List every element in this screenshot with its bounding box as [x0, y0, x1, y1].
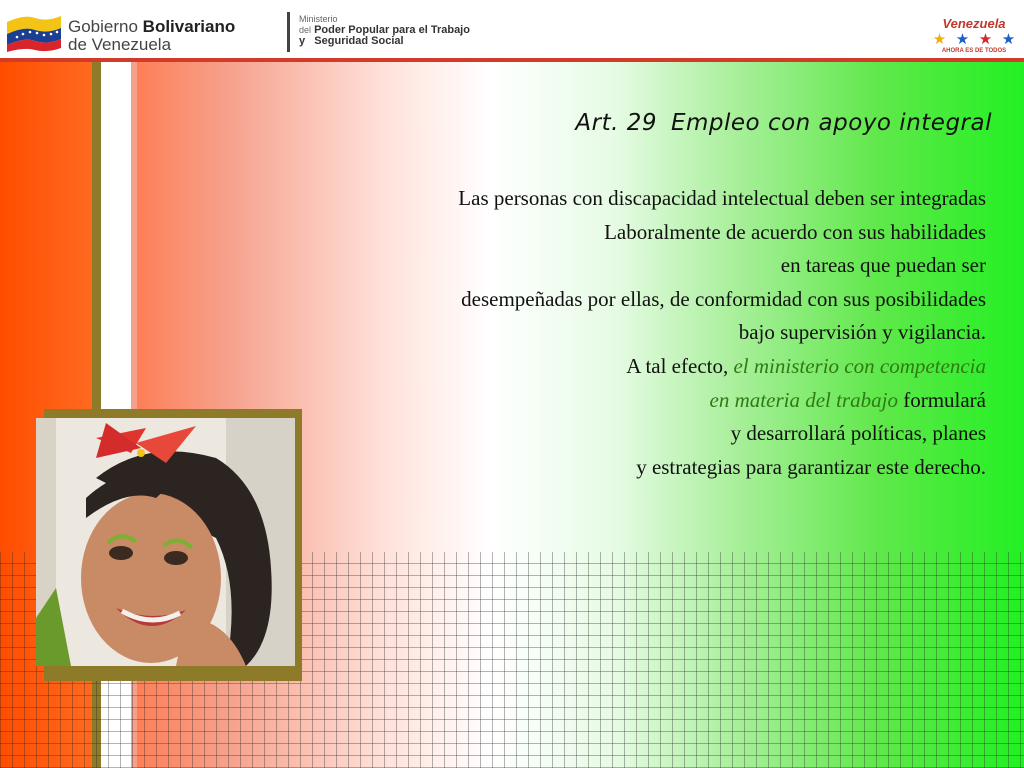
- article-number: Art. 29: [575, 110, 657, 136]
- body-line-7: [200, 384, 986, 418]
- right-logo-subtitle: AHORA ES DE TODOS: [941, 48, 1007, 54]
- body-line-1: Las personas con discapacidad intelectual deben ser integradas: [458, 186, 986, 210]
- body-line-3: en tareas que puedan ser: [780, 253, 986, 278]
- header-bar: [0, 0, 1024, 58]
- right-logo-title: Venezuela: [942, 16, 1006, 31]
- gov-line2: de Venezuela: [68, 35, 172, 54]
- body-line-7b: formulará: [897, 387, 986, 412]
- article-heading: Empleo con apoyo integral: [670, 110, 992, 136]
- body-line-8: y desarrollará políticas, planes: [730, 421, 986, 446]
- body-line-9: y estrategias para garantizar este derecho.: [636, 454, 986, 479]
- ministry-line2: Seguridad Social: [314, 35, 404, 47]
- article-body: [200, 182, 986, 484]
- ministry-line2-prefix: y: [299, 35, 306, 47]
- government-logo-text: [68, 18, 235, 54]
- body-line-4: desempeñadas por ellas, de conformidad con sus posibilidades: [461, 286, 986, 311]
- people-stars-icon: ★ ★ ★ ★: [932, 30, 1016, 48]
- header-divider: [287, 12, 290, 52]
- body-line-5: bajo supervisión y vigilancia.: [738, 320, 986, 345]
- body-line-7-highlight: en materia del trabajo: [709, 387, 898, 412]
- ministry-prefix1: Ministerio: [299, 14, 338, 24]
- ministry-prefix2: del: [299, 25, 312, 35]
- body-line-6a: A tal efecto,: [626, 353, 734, 378]
- article-title: [380, 110, 992, 136]
- venezuela-ahora-logo: [926, 16, 1022, 56]
- header-rule: [0, 58, 1024, 62]
- body-line-2: Laboralmente de acuerdo con sus habilidades: [604, 219, 986, 244]
- gov-line1-normal: Gobierno: [68, 17, 143, 36]
- ministry-logo-text: [299, 14, 470, 47]
- body-line-6-highlight: el ministerio con competencia: [733, 353, 986, 378]
- ministry-line1: Poder Popular para el Trabajo: [314, 24, 470, 36]
- body-line-6: [200, 350, 986, 384]
- venezuela-flag-icon: [5, 12, 63, 52]
- gov-line1-bold: Bolivariano: [142, 17, 236, 36]
